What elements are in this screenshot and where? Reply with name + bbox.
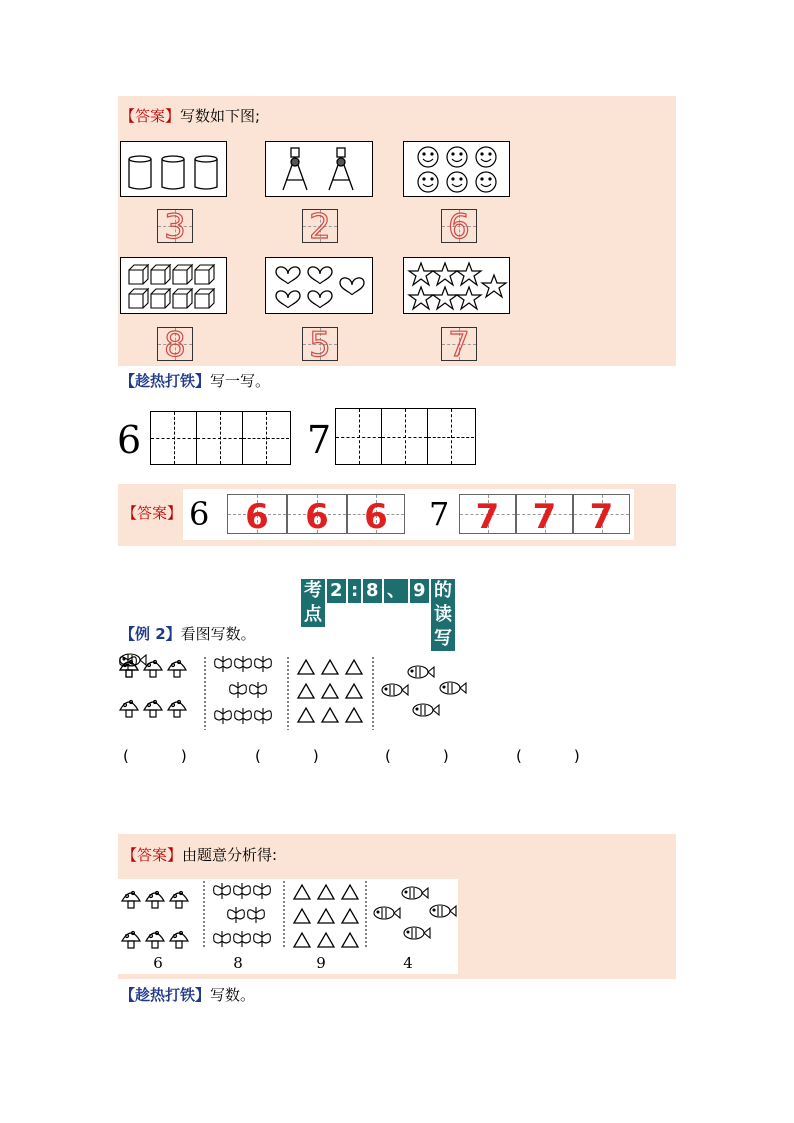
practice-text-2: 写数。 [210, 986, 256, 1004]
answer-number-7: 7 [429, 495, 450, 533]
practice-tag-2: 【趁热打铁】 [120, 986, 211, 1004]
heart-icon [266, 258, 371, 312]
picture-stars [403, 257, 510, 314]
answer-label-3: 9 [316, 954, 326, 972]
digit-box-2: 2 [302, 209, 338, 243]
answer-tag-3: 【答案】 [122, 846, 183, 864]
practice-line-2 [120, 984, 255, 1005]
example-text: 看图写数。 [180, 625, 256, 643]
practice-line-1 [120, 370, 270, 391]
digit-box-5: 5 [302, 327, 338, 361]
answer-text-3: 由题意分析得: [182, 846, 278, 864]
blank-4[interactable]: ( ) [516, 747, 580, 765]
star-icon [404, 258, 508, 312]
example-figure [118, 652, 468, 732]
practice-tag: 【趁热打铁】 [120, 372, 211, 390]
compass-icon [266, 142, 371, 195]
mushroom-icon [120, 661, 186, 718]
answer-line-3 [122, 844, 277, 865]
practice-number-6: 6 [117, 418, 142, 462]
triangle-icon [298, 660, 362, 722]
digit-box-6: 7 [441, 327, 477, 361]
butterfly-icon [214, 883, 271, 947]
answer-tag-2: 【答案】 [122, 504, 183, 522]
digit-box-1: 3 [157, 209, 193, 243]
picture-cubes [120, 257, 227, 314]
answer-label-4: 4 [403, 954, 413, 972]
answer-label-1: 6 [153, 954, 163, 972]
fish-icon [374, 887, 456, 939]
answer-cell-6-1: 6 [227, 494, 287, 534]
practice-text: 写一写。 [210, 372, 271, 390]
picture-compasses [265, 141, 373, 197]
example-tag: 【例 2】 [120, 625, 181, 643]
answer-cell-7-1: 7 [459, 494, 516, 534]
answer-cell-6-2: 6 [287, 494, 347, 534]
answer-band-1 [118, 96, 676, 366]
blank-1[interactable]: ( ) [123, 747, 187, 765]
answer-number-6: 6 [189, 495, 210, 533]
blank-3[interactable]: ( ) [385, 747, 449, 765]
answer-cell-7-3: 7 [573, 494, 630, 534]
answer-line-1 [120, 105, 260, 126]
answer-cell-7-2: 7 [516, 494, 573, 534]
answer-cell-6-3: 6 [347, 494, 405, 534]
answer-tag: 【答案】 [120, 107, 181, 125]
picture-cups [120, 141, 227, 197]
triangle-icon [294, 885, 358, 947]
picture-hearts [265, 257, 373, 314]
answer-figure-box [118, 879, 458, 974]
mushroom-icon [122, 892, 188, 949]
digit-box-3: 6 [441, 209, 477, 243]
writing-grid-6[interactable] [150, 411, 291, 465]
picture-smileys [403, 141, 510, 197]
example-line [120, 623, 256, 644]
answer-strip [183, 489, 634, 540]
smiley-icon [404, 142, 508, 195]
practice-number-7: 7 [307, 418, 332, 462]
blank-2[interactable]: ( ) [255, 747, 319, 765]
answer-text: 写数如下图; [180, 107, 261, 125]
butterfly-icon [120, 654, 272, 724]
cups-icon [121, 142, 225, 195]
digit-box-4: 8 [157, 327, 193, 361]
cube-icon [121, 258, 225, 312]
writing-grid-7[interactable] [335, 408, 476, 465]
answer-label-2: 8 [233, 954, 243, 972]
answer-figure [118, 879, 458, 951]
